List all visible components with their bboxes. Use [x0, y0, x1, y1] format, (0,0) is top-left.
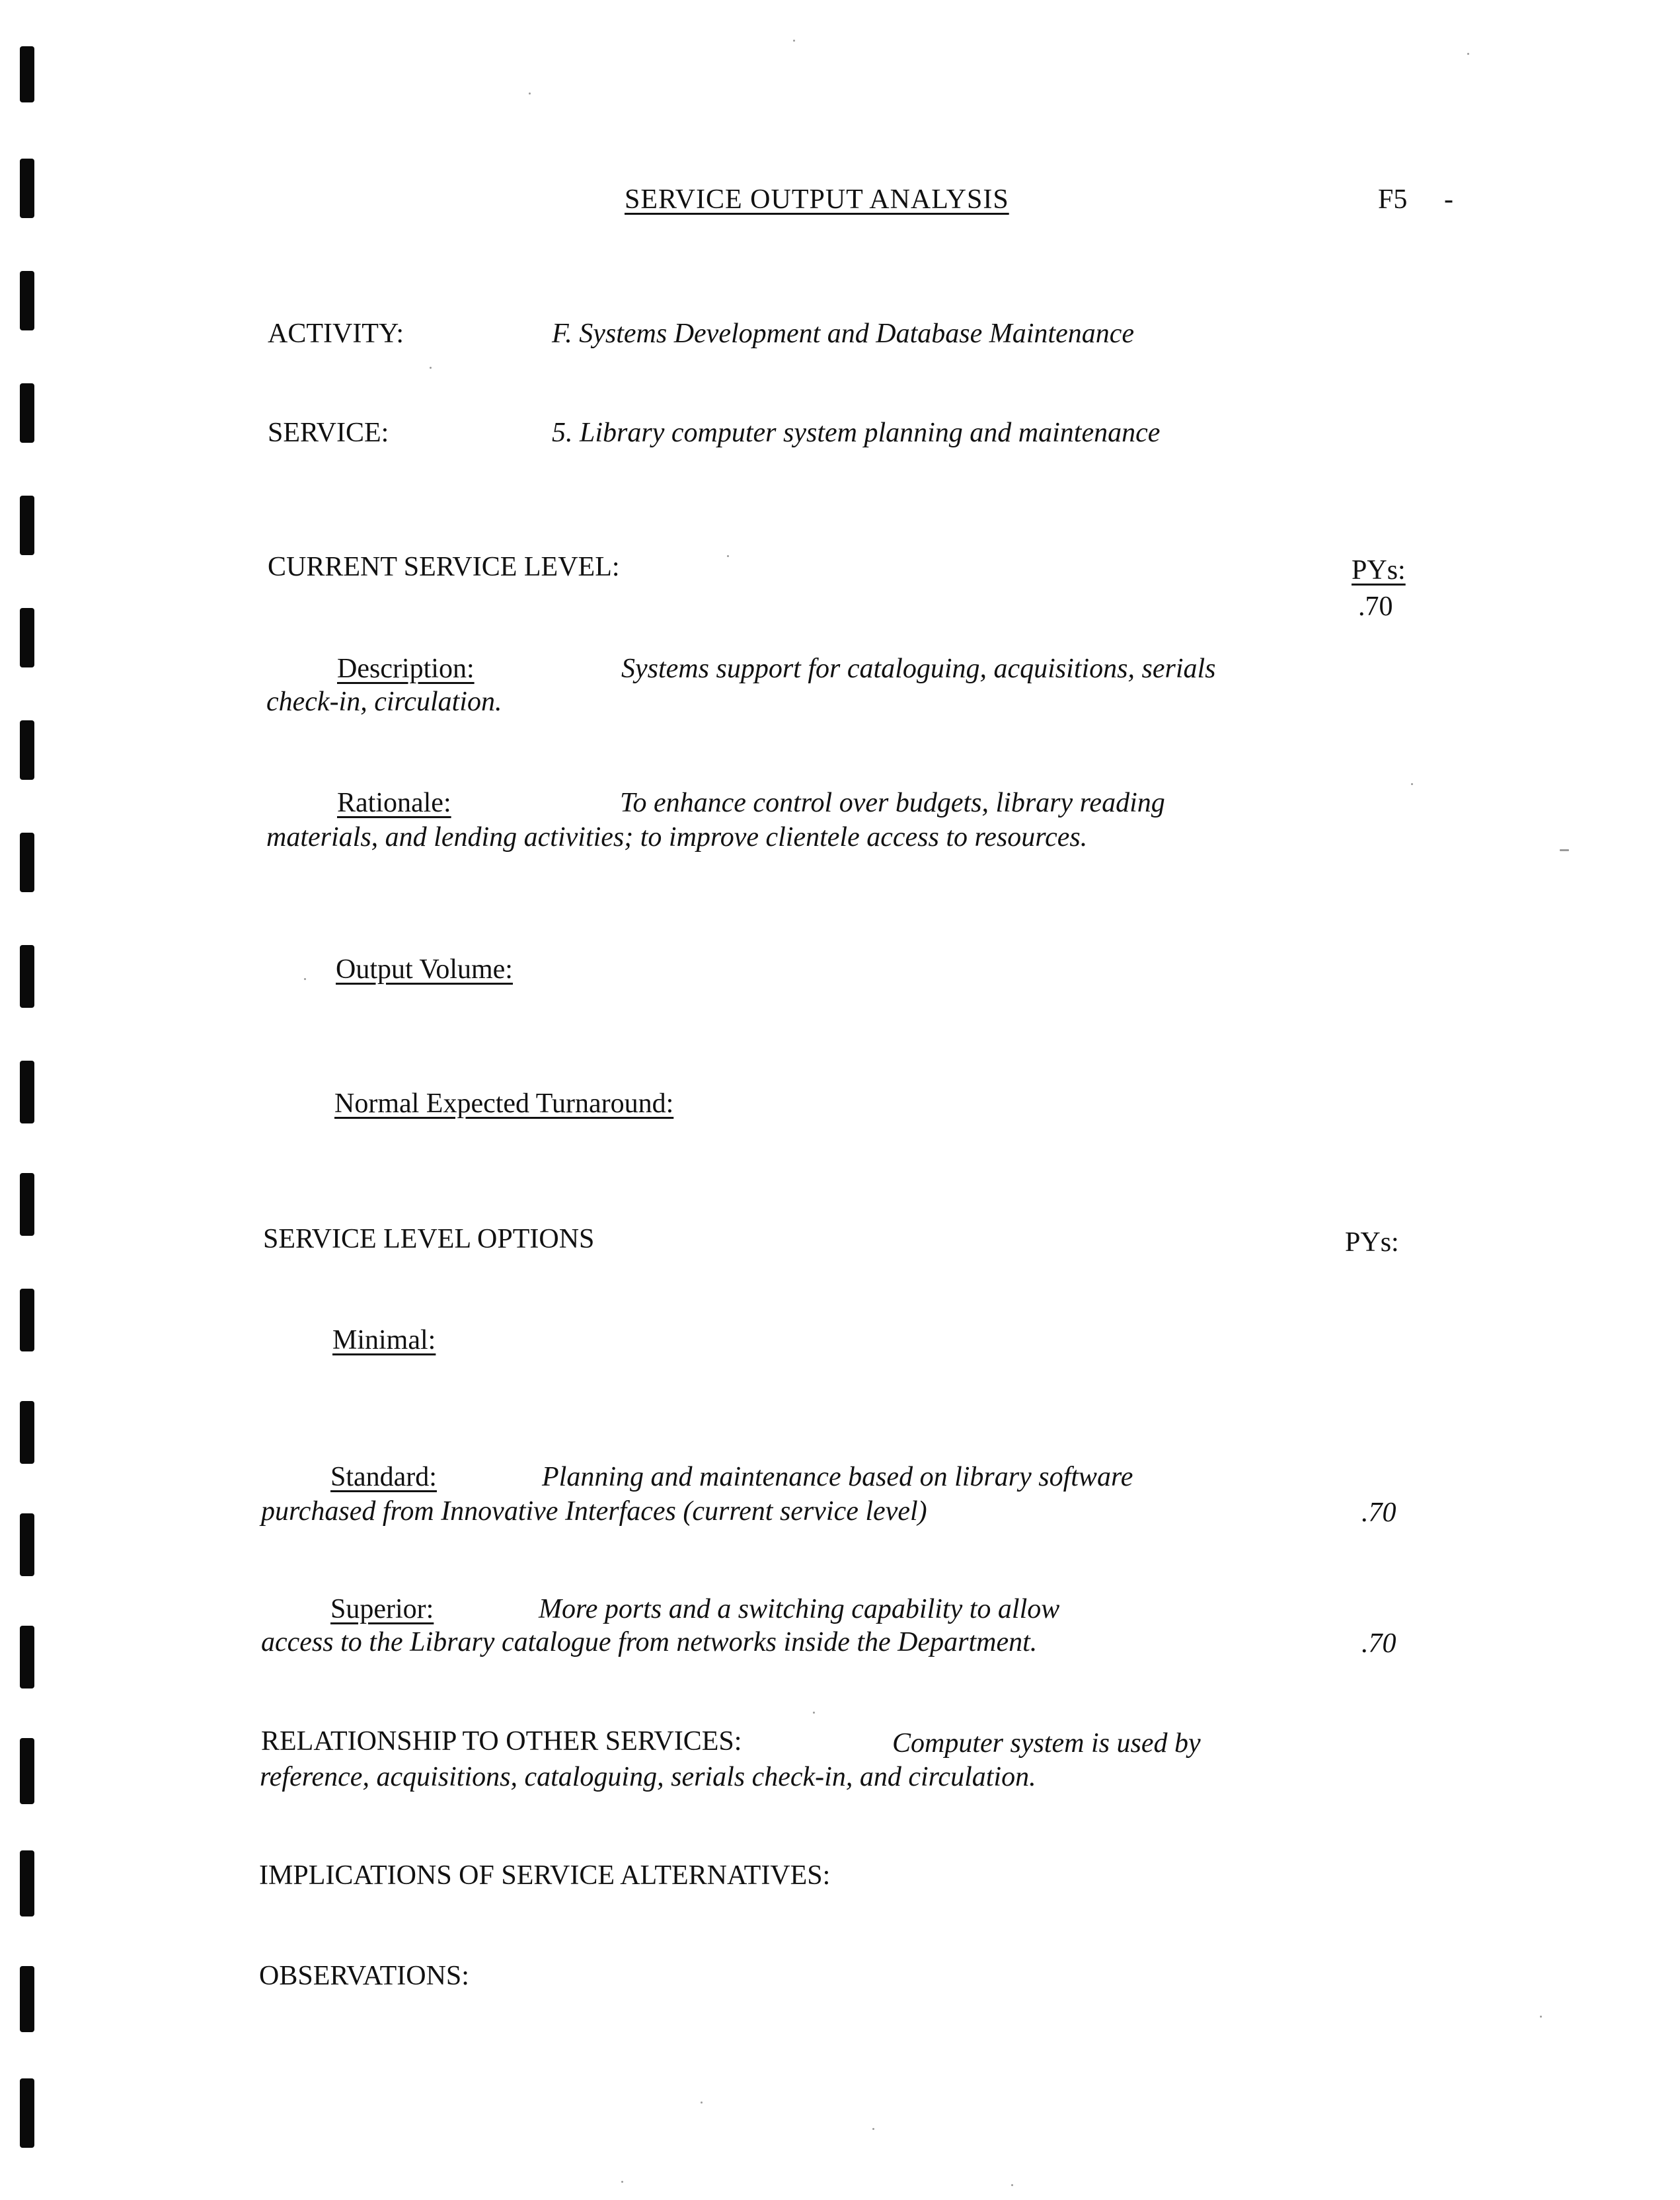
current-pys-label: PYs:	[1352, 555, 1406, 586]
binding-mark	[20, 1401, 34, 1464]
binding-mark	[20, 1513, 34, 1576]
binding-mark	[20, 1173, 34, 1236]
activity-label: ACTIVITY:	[268, 319, 404, 349]
description-line-1: Systems support for cataloguing, acquisitions, serials	[621, 654, 1216, 684]
current-service-level-label: CURRENT SERVICE LEVEL:	[268, 552, 620, 582]
service-level-options-label: SERVICE LEVEL OPTIONS	[263, 1224, 595, 1254]
standard-pys: .70	[1361, 1498, 1396, 1528]
minimal-label: Minimal:	[332, 1325, 436, 1355]
superior-label: Superior:	[330, 1594, 434, 1624]
standard-label: Standard:	[330, 1462, 437, 1492]
scan-speck	[727, 555, 729, 557]
superior-pys: .70	[1361, 1628, 1396, 1659]
service-label: SERVICE:	[268, 418, 389, 448]
scan-speck	[1540, 2016, 1542, 2018]
scan-speck	[430, 367, 432, 369]
binding-mark	[20, 1850, 34, 1916]
scan-speck	[621, 2181, 623, 2183]
binding-mark	[20, 945, 34, 1008]
page-code-dash: -	[1444, 184, 1453, 215]
scan-speck	[1560, 849, 1569, 851]
binding-mark	[20, 1738, 34, 1804]
scan-speck	[1467, 53, 1469, 55]
description-line-2: check-in, circulation.	[266, 687, 502, 717]
relationship-line-2: reference, acquisitions, cataloguing, serials check-in, and circulation.	[260, 1762, 1036, 1792]
output-volume-label: Output Volume:	[336, 954, 513, 985]
binding-mark	[20, 608, 34, 667]
activity-value: F. Systems Development and Database Maintenance	[552, 319, 1135, 349]
binding-mark	[20, 833, 34, 892]
implications-label: IMPLICATIONS OF SERVICE ALTERNATIVES:	[259, 1860, 831, 1891]
rationale-line-2: materials, and lending activities; to improve clientele access to resources.	[266, 822, 1088, 853]
scan-speck	[701, 2102, 703, 2104]
scan-speck	[872, 2128, 874, 2130]
binding-mark	[20, 46, 34, 102]
binding-mark	[20, 1061, 34, 1123]
relationship-line-1: Computer system is used by	[892, 1728, 1201, 1759]
scan-speck	[1411, 783, 1413, 785]
current-pys-value: .70	[1358, 591, 1393, 622]
scan-speck	[1011, 2184, 1013, 2186]
binding-mark	[20, 271, 34, 330]
rationale-line-1: To enhance control over budgets, library reading	[620, 788, 1165, 818]
page-title: SERVICE OUTPUT ANALYSIS	[625, 184, 1009, 215]
observations-label: OBSERVATIONS:	[259, 1961, 469, 1991]
superior-line-2: access to the Library catalogue from networks inside the Department.	[261, 1627, 1038, 1657]
scan-speck	[793, 40, 795, 42]
standard-line-2: purchased from Innovative Interfaces (current service level)	[261, 1496, 927, 1527]
scan-speck	[304, 978, 306, 980]
relationship-label: RELATIONSHIP TO OTHER SERVICES:	[261, 1726, 742, 1757]
superior-line-1: More ports and a switching capability to allow	[539, 1594, 1060, 1624]
service-value: 5. Library computer system planning and maintenance	[552, 418, 1161, 448]
binding-mark	[20, 1626, 34, 1688]
scan-speck	[813, 1712, 815, 1714]
binding-mark	[20, 496, 34, 555]
scan-speck	[529, 93, 531, 95]
binding-mark	[20, 383, 34, 443]
turnaround-label: Normal Expected Turnaround:	[334, 1088, 674, 1119]
binding-mark	[20, 159, 34, 218]
standard-line-1: Planning and maintenance based on library software	[542, 1462, 1133, 1492]
rationale-label: Rationale:	[337, 788, 451, 818]
binding-mark	[20, 2078, 34, 2148]
binding-mark	[20, 720, 34, 780]
binding-mark	[20, 1289, 34, 1351]
description-label: Description:	[337, 654, 475, 684]
page-code: F5	[1378, 184, 1408, 215]
options-pys-label: PYs:	[1345, 1227, 1399, 1258]
binding-mark	[20, 1966, 34, 2032]
